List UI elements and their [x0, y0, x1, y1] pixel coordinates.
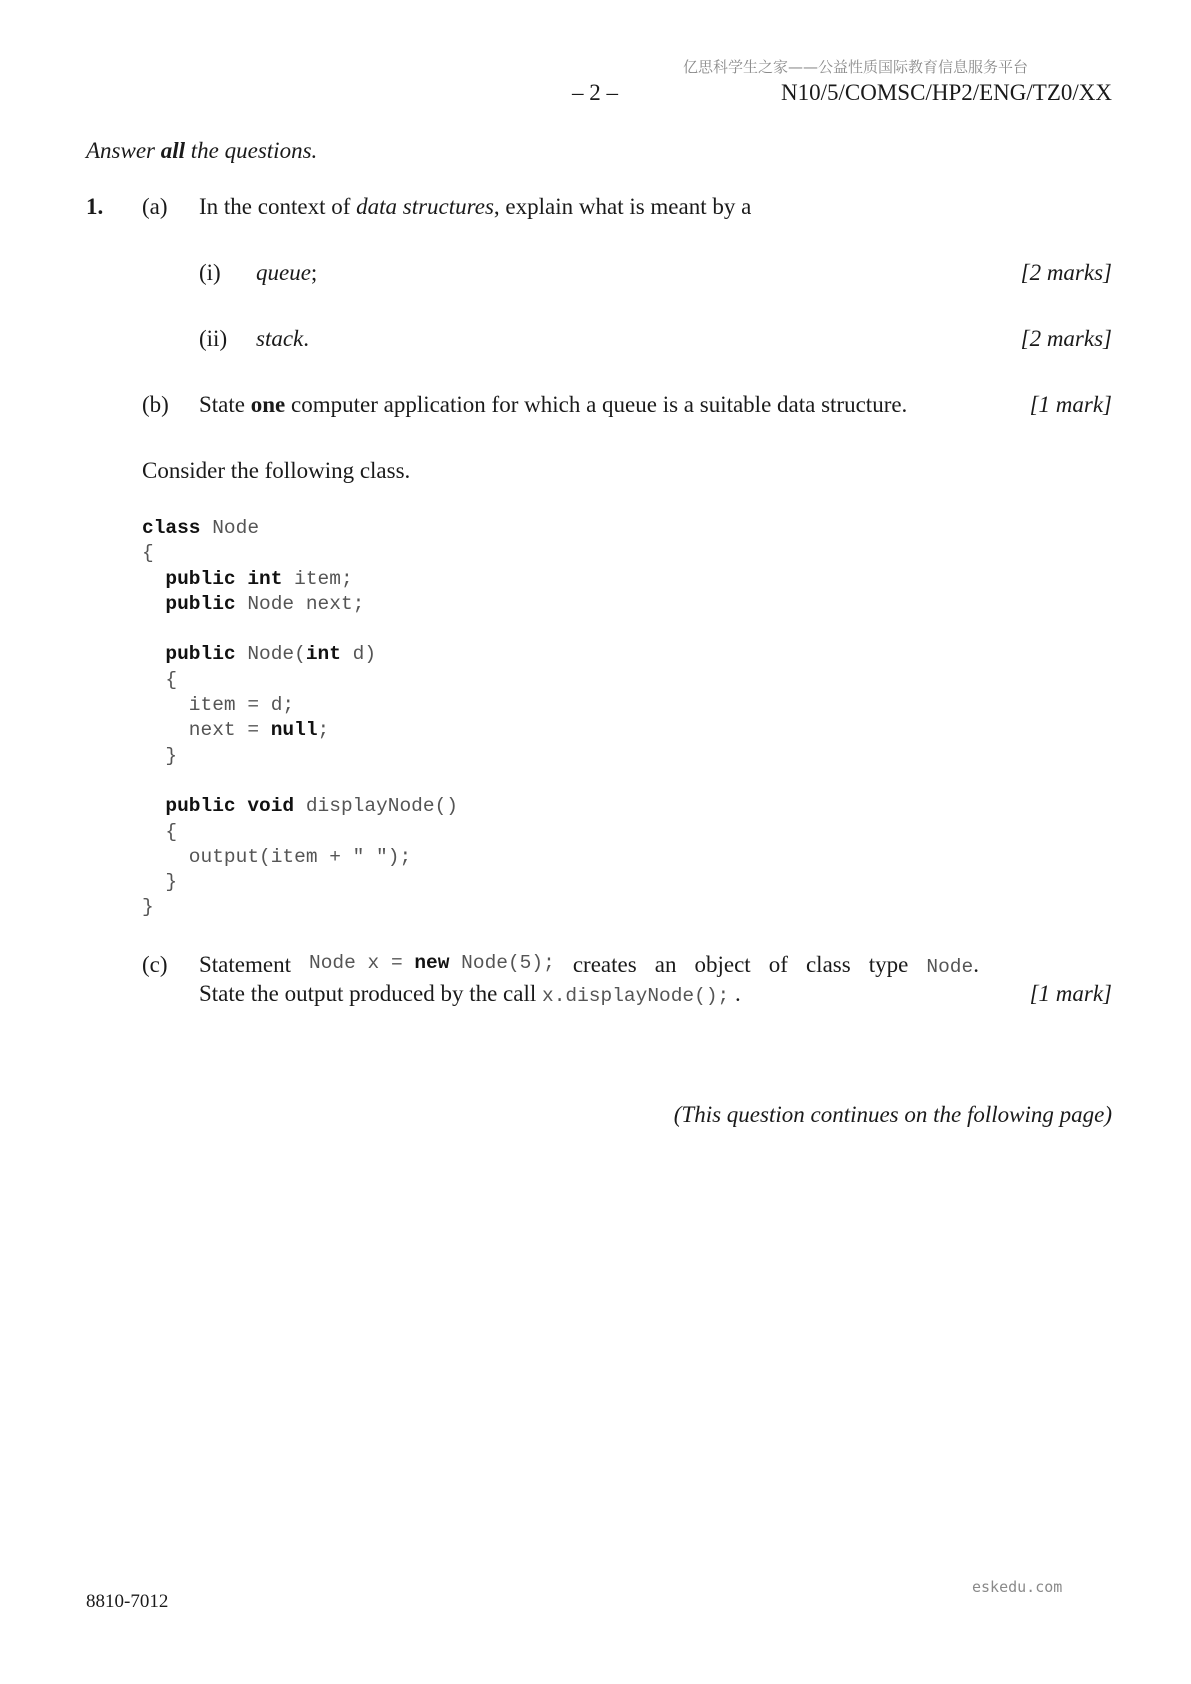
part-a-text — [199, 194, 751, 220]
code-text: item = d; — [142, 694, 295, 717]
footer-watermark: eskedu.com — [972, 1578, 1063, 1596]
part-b-label: (b) — [142, 392, 169, 417]
footer-code: 8810-7012 — [86, 1591, 169, 1612]
code-keyword: public — [165, 592, 236, 615]
code-line — [142, 592, 458, 617]
instructions-suffix: the questions. — [185, 138, 318, 163]
part-c-line2 — [199, 981, 741, 1007]
sub-i-marks: [2 marks] — [1020, 260, 1112, 285]
code-line — [142, 567, 458, 592]
code-line — [142, 895, 458, 920]
part-c-code-type: Node. — [926, 952, 979, 978]
code-text — [142, 593, 165, 615]
code-line — [142, 642, 458, 667]
code-text: Node( — [235, 643, 306, 666]
part-c-word: class — [805, 952, 851, 977]
page-number: – 2 – — [572, 80, 618, 105]
sub-ii-punct: . — [303, 326, 310, 351]
code-line — [142, 870, 458, 895]
sub-i-punct: ; — [310, 260, 318, 285]
part-c-word: type — [868, 952, 909, 977]
question-number: 1. — [86, 194, 104, 219]
code-text: ; — [317, 719, 330, 742]
code-line — [142, 516, 458, 541]
code-text — [142, 795, 165, 817]
part-a-text-pre: In the context of — [199, 194, 357, 219]
part-c-line2-post: . — [729, 981, 741, 1006]
sub-ii-text — [256, 326, 309, 352]
part-c-code-call: x.displayNode(); — [542, 985, 730, 1007]
code-text: Node — [200, 517, 260, 539]
code-text: } — [142, 871, 178, 894]
part-b-text-post: computer application for which a queue is a suitable data structure. — [285, 392, 908, 417]
part-c-word: of — [768, 952, 788, 977]
code-line — [142, 718, 458, 743]
continues-note: (This question continues on the following page) — [673, 1102, 1112, 1127]
part-b-text-bold: one — [250, 392, 286, 417]
code-line — [142, 769, 458, 794]
code-keyword: public — [165, 567, 236, 590]
part-a-text-italic: data structures — [356, 194, 494, 219]
paper-code: N10/5/COMSC/HP2/ENG/TZ0/XX — [781, 80, 1112, 105]
code-block — [142, 516, 458, 921]
part-c-word: object — [694, 952, 751, 977]
sub-i-term: queue — [256, 260, 311, 285]
code-text: } — [142, 896, 154, 919]
sub-i-text — [256, 260, 317, 286]
code-text: { — [142, 542, 154, 565]
code-keyword: class — [142, 517, 201, 539]
code-line — [142, 541, 458, 566]
sub-ii-term: stack — [256, 326, 304, 351]
code-keyword: public — [165, 795, 236, 818]
code-text: next = — [142, 719, 271, 742]
code-text: { — [142, 820, 178, 843]
header-watermark: 亿思科学生之家——公益性质国际教育信息服务平台 — [683, 58, 1029, 76]
code-line — [142, 693, 458, 718]
instructions-bold: all — [160, 138, 186, 163]
code-line — [142, 617, 458, 642]
code-text: item; — [282, 567, 353, 590]
part-b-text-pre: State — [199, 392, 251, 417]
part-c-label: (c) — [142, 952, 168, 977]
part-c-line2-pre: State the output produced by the call — [199, 981, 542, 1006]
code-text — [142, 568, 165, 590]
sub-ii-label: (ii) — [199, 326, 228, 351]
code-keyword: public — [165, 643, 236, 666]
code-line — [142, 845, 458, 870]
code-text: d) — [340, 643, 377, 666]
code-keyword: int — [305, 643, 341, 666]
part-b-text — [199, 392, 907, 418]
code-line — [142, 794, 458, 819]
code-text: } — [142, 744, 178, 767]
code-line — [142, 744, 458, 769]
code-keyword: void — [247, 795, 295, 818]
part-b-marks: [1 mark] — [1029, 392, 1112, 417]
part-c-code-statement: Node x = new Node(5); — [309, 952, 555, 974]
part-c-word: an — [654, 952, 677, 977]
code-text: Node next; — [235, 592, 365, 615]
sub-i-label: (i) — [199, 260, 221, 285]
code-keyword: int — [247, 567, 283, 590]
code-text — [236, 568, 248, 590]
code-text — [142, 643, 165, 665]
code-text — [236, 795, 248, 817]
part-c-marks: [1 mark] — [1029, 981, 1112, 1006]
part-c-word: creates — [572, 952, 637, 977]
instructions — [86, 138, 317, 164]
code-text: displayNode() — [294, 795, 458, 818]
code-keyword: null — [270, 719, 318, 742]
part-a-text-post: , explain what is meant by a — [493, 194, 752, 219]
sub-ii-marks: [2 marks] — [1020, 326, 1112, 351]
code-line — [142, 820, 458, 845]
code-line — [142, 668, 458, 693]
instructions-prefix: Answer — [86, 138, 161, 163]
part-a-label: (a) — [142, 194, 168, 219]
code-text: output(item + " "); — [142, 845, 412, 868]
code-text: { — [142, 668, 178, 691]
part-c-word: Statement — [199, 952, 291, 977]
consider-text: Consider the following class. — [142, 458, 411, 483]
part-c-line1 — [199, 952, 979, 978]
